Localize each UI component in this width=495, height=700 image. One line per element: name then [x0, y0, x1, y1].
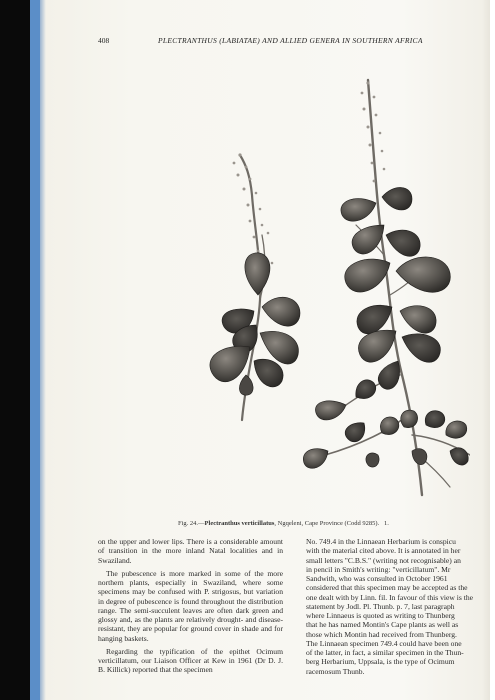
- book-page: [46, 0, 490, 700]
- text-line: No. 749.4 in the Linnaean Herbarium is conspicu: [306, 537, 456, 546]
- running-title: PLECTRANTHUS (LABIATAE) AND ALLIED GENERA IN SOUTHERN AFRICA: [158, 36, 423, 45]
- left-leaves: [210, 253, 300, 395]
- text-line: those which Montin had received from Thunberg.: [306, 629, 457, 639]
- text-column-left: [98, 537, 283, 679]
- text-line: of the latter, in fact, a similar specimen in the Thun-: [306, 648, 464, 657]
- scan-edge-dark: [0, 0, 34, 700]
- text-line: statement by Jodl. Pl. Thunb. p. 7, last paragraph: [306, 601, 455, 611]
- paragraph: The pubescence is more marked in some of the more northern plants, especially in Swaziland, where some specimens may be confused with P. strigosus, but variation in degree of pubescence is found throughout the distribution range. The semi-succulent leaves are often dark green and glossy and, as the plants are relatively drought- and disease-resistant, they are popular for ground cover in shade and for hanging baskets.: [98, 568, 283, 643]
- text-line: racemosum Thunb.: [306, 666, 365, 676]
- right-leaves: [303, 187, 468, 468]
- text-line: The Linnaean specimen 749.4 could have been one: [306, 638, 462, 648]
- text-line: small letters "C.B.S." (writing not recognisable) an: [306, 555, 461, 565]
- page-number: 408: [98, 36, 110, 45]
- text-line: considered that this specimen may be accepted as the: [306, 583, 468, 593]
- caption-species: Plectranthus verticillatus: [204, 520, 275, 527]
- text-line: Sandwith, who was consulted in October 1961: [306, 574, 448, 583]
- text-line: that he has named Montin's Cape plants as well as: [306, 620, 459, 630]
- text-line: one dealt with by Linn. fil. In favour of this view is the: [306, 592, 474, 602]
- paragraph: on the upper and lower lips. There is a considerable amount of transition in the more inland Natal localities and in Swaziland.: [98, 537, 283, 565]
- text-line: in pencil in Smith's writing: "verticillatum". Mr: [306, 564, 451, 574]
- text-line: berg Herbarium, Uppsala, is the type of Ocimum: [306, 657, 455, 667]
- page-header: [46, 36, 490, 48]
- caption-label: Fig. 24.—: [178, 520, 205, 527]
- text-column-right: [306, 537, 488, 677]
- text-line: with the material cited above. It is annotated in her: [306, 546, 461, 556]
- paragraph: Regarding the typification of the epithet Ocimum verticillatum, our Liaison Officer at Kew in 1961 (Dr D. J. B. Killick) reported that the specimen: [98, 646, 283, 675]
- caption-scale: 1.: [384, 520, 389, 527]
- plant-illustration: [150, 75, 470, 515]
- scan-edge-blue: [30, 0, 40, 700]
- text-line: where Linnaeus is quoted as writing to Thunberg: [306, 611, 455, 620]
- figure-caption: [178, 520, 389, 527]
- caption-text: , Ngqeleni, Cape Province (Codd 9285).: [274, 520, 380, 527]
- plant-photograph: [150, 75, 470, 515]
